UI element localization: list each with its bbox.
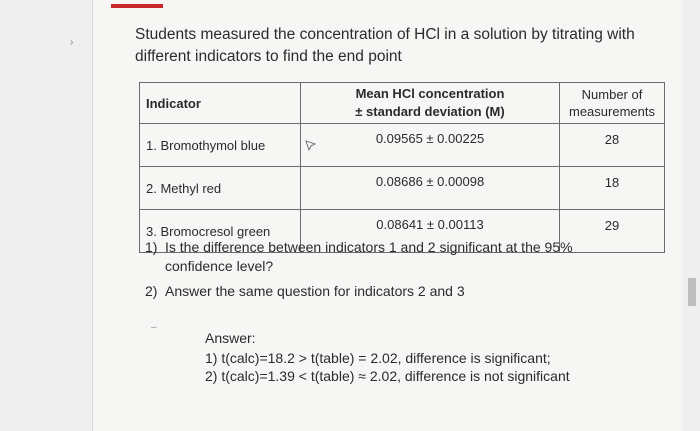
subquestion-number: 1): [145, 239, 158, 255]
measurement-count: 18: [560, 167, 665, 210]
subquestion-text: Is the difference between indicators 1 and 2 significant at the 95%: [165, 239, 573, 255]
subquestion-1: [145, 238, 625, 276]
header-mean: [301, 83, 560, 124]
indicator-name: 3. Bromocresol green: [140, 210, 301, 253]
stray-mark: –: [151, 322, 157, 333]
subquestion-text: Answer the same question for indicators 2 and 3: [165, 283, 465, 299]
subquestion-text-cont: confidence level?: [165, 258, 274, 274]
indicator-name: 1. Bromothymol blue: [140, 124, 301, 167]
header-indicator: Indicator: [140, 83, 301, 124]
header-count-line1: Number of: [581, 87, 643, 102]
header-count: [560, 83, 665, 124]
mean-value: 0.09565 ± 0.00225: [301, 124, 560, 167]
table-row: [140, 124, 665, 167]
header-mean-line1: Mean HCl concentration: [355, 86, 505, 101]
answer-label: Answer:: [205, 330, 256, 346]
header-count-line2: measurements: [569, 104, 655, 119]
measurement-count: 28: [560, 124, 665, 167]
mean-value: 0.08641 ± 0.00113: [301, 210, 560, 253]
question-card: [92, 0, 683, 431]
left-margin: [0, 0, 92, 431]
subquestion-2: [145, 282, 625, 301]
right-margin: [682, 0, 700, 431]
indicator-table: [139, 82, 665, 253]
table-row: [140, 167, 665, 210]
header-mean-line2: ± standard deviation (M): [355, 104, 505, 119]
accent-bar: [111, 4, 163, 8]
indicator-name: 2. Methyl red: [140, 167, 301, 210]
measurement-count: 29: [560, 210, 665, 253]
scroll-marker[interactable]: [688, 278, 696, 306]
arrow-marker-icon: ›: [70, 37, 74, 48]
question-text: Students measured the concentration of HCl in a solution by titrating with different indicators to find the end point: [135, 26, 635, 65]
answer-line-2: 2) t(calc)=1.39 < t(table) ≈ 2.02, difference is not significant: [205, 368, 570, 384]
answer-line-1: 1) t(calc)=18.2 > t(table) = 2.02, difference is significant;: [205, 350, 551, 366]
mean-value: 0.08686 ± 0.00098: [301, 167, 560, 210]
cursor-icon: [305, 140, 317, 152]
table-header-row: [140, 83, 665, 124]
subquestion-number: 2): [145, 283, 158, 299]
